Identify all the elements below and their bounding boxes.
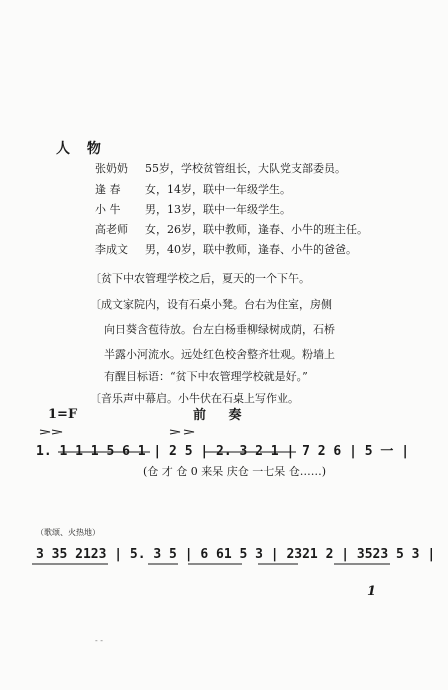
tempo-marking: （歌颂、火热地） <box>36 528 100 537</box>
cast-description: 男，13岁，联中一年级学生。 <box>145 203 291 216</box>
cast-description: 男，40岁，联中教师，逢春、小牛的爸爸。 <box>145 243 357 256</box>
stage-direction: 〔成文家院内，设有石桌小凳。台右为住室，房侧 <box>90 298 332 311</box>
score-notes-line-1: 1. 1 1 1 5 6 1 | 2 5 | 2. 3 2 1 | 7 2 6 | 5 一 | <box>36 444 410 459</box>
stage-direction: 〔贫下中农管理学校之后，夏天的一个下午。 <box>90 272 310 285</box>
stage-direction: 向日葵含苞待放。台左白杨垂柳绿树成荫，石桥 <box>104 323 335 336</box>
page-number: 1 <box>367 584 377 599</box>
stage-direction: 有醒目标语：“贫下中农管理学校就是好。” <box>104 370 308 383</box>
stage-direction: 〔音乐声中幕启。小牛伏在石桌上写作业。 <box>90 392 299 405</box>
score-notes-line-2: 3 35 2123 | 5. 3 5 | 6 61 5 3 | 2321 2 | 3523 5 3 | <box>36 547 436 562</box>
cast-description: 女，14岁，联中一年级学生。 <box>145 183 291 196</box>
key-signature: 1=F <box>48 407 78 422</box>
percussion-line: (仓 才 仓 0 来呆 庆仓 一七呆 仓……) <box>143 465 327 478</box>
characters-heading: 人 物 <box>56 141 107 157</box>
cast-description: 55岁，学校贫管组长，大队党支部委员。 <box>145 162 346 175</box>
cast-name: 张奶奶 <box>95 162 128 175</box>
cast-name: 小 牛 <box>95 203 121 216</box>
cast-description: 女，26岁，联中教师，逢春、小牛的班主任。 <box>145 223 368 236</box>
cast-name: 高老师 <box>95 223 128 236</box>
stage-direction: 半露小河流水。远处红色校舍整齐壮观。粉墙上 <box>104 348 335 361</box>
score-title: 前 奏 <box>193 408 251 423</box>
cast-name: 逢 春 <box>95 183 121 196</box>
footer-marks: - - <box>95 636 103 645</box>
cast-name: 李成文 <box>95 243 128 256</box>
